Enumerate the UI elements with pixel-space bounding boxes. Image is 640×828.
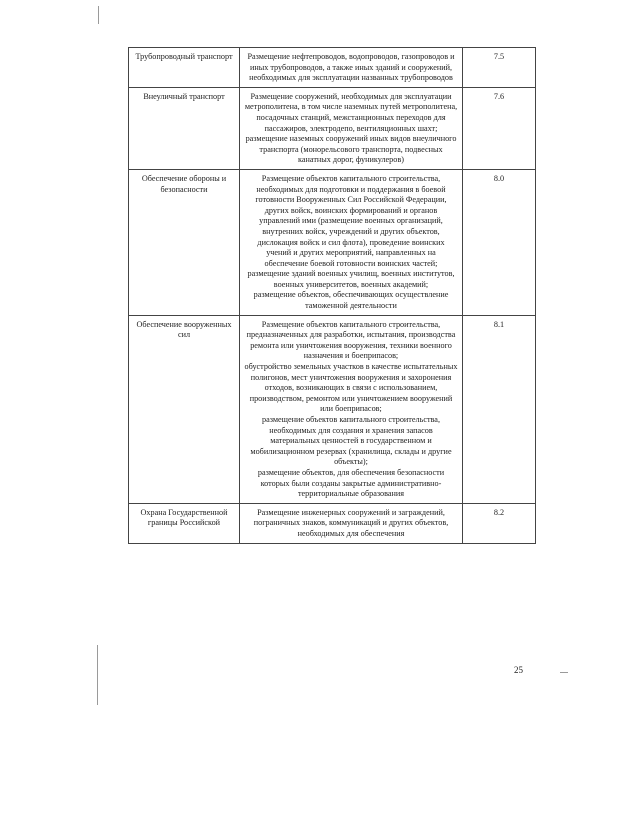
- description-paragraph: обустройство земельных участков в качестве испытательных полигонов, мест уничтожения вооружения и захоронения отходов, возникающих в связи с использованием, производством, ремонтом или уничтожением вооружений или боеприпасов;: [244, 362, 458, 414]
- scan-edge-mark-right: [560, 672, 568, 673]
- use-type-name: Обеспечение вооруженных сил: [129, 315, 240, 503]
- description-paragraph: Размещение нефтепроводов, водопроводов, газопроводов и иных трубопроводов, а также иных зданий и сооружений, необходимых для эксплуатации названных трубопроводов: [247, 52, 455, 83]
- description-paragraph: Размещение объектов капитального строительства, предназначенных для разработки, испытания, производства ремонта или уничтожения вооружения, техники военного назначения и боеприпасов;: [246, 319, 456, 361]
- use-type-description: [240, 503, 463, 543]
- description-paragraph: Размещение инженерных сооружений и заграждений, пограничных знаков, коммуникаций и других объектов, необходимых для обеспечения: [253, 507, 449, 538]
- description-paragraph: размещение зданий военных училищ, военных институтов, военных университетов, военных академий;: [247, 269, 455, 289]
- use-type-name: Внеуличный транспорт: [129, 87, 240, 169]
- table-row: [129, 48, 536, 88]
- use-type-code: 8.1: [463, 315, 536, 503]
- scan-edge-mark-top: [98, 6, 99, 24]
- use-type-name: Обеспечение обороны и безопасности: [129, 169, 240, 315]
- description-paragraph: Размещение объектов капитального строительства, необходимых для подготовки и поддержания в боевой готовности Вооруженных Сил Российской Федерации, других войск, воинских формирований и органов управлений ими (размещение военных организаций, внутренних войск, учреждений и других объектов, дислокация войск и сил флота), проведение воинских учений и других мероприятий, направленных на обеспечение боевой готовности воинских частей;: [255, 173, 447, 268]
- use-type-description: [240, 87, 463, 169]
- use-type-description: [240, 169, 463, 315]
- table-row: [129, 169, 536, 315]
- scan-edge-mark-bottom: [97, 645, 98, 705]
- description-paragraph: размещение объектов, для обеспечения безопасности которых были созданы закрытые административно-территориальные образования: [257, 467, 445, 499]
- page-number: 25: [514, 665, 523, 675]
- use-type-code: 7.6: [463, 87, 536, 169]
- table-row: [129, 315, 536, 503]
- land-use-table: [128, 47, 536, 544]
- description-paragraph: размещение объектов, обеспечивающих осуществление таможенной деятельности: [253, 290, 449, 311]
- use-type-description: [240, 48, 463, 88]
- use-type-description: [240, 315, 463, 503]
- table-row: [129, 503, 536, 543]
- use-type-name: Охрана Государственной границы Российской: [129, 503, 240, 543]
- description-paragraph: размещение объектов капитального строительства, необходимых для создания и хранения запасов материальных ценностей в государственном и мобилизационном резервах (хранилища, склады и другие объекты);: [250, 415, 452, 467]
- table-row: [129, 87, 536, 169]
- use-type-code: 8.2: [463, 503, 536, 543]
- description-paragraph: Размещение сооружений, необходимых для эксплуатации метрополитена, в том числе наземных путей метрополитена, посадочных станций, межстанционных переходов для пассажиров, электродепо, вентиляционных шахт; размещение наземных сооружений иных видов внеуличного транспорта (монорельсового транспорта, подвесных канатных дорог, фуникулеров): [244, 91, 458, 165]
- use-type-code: 7.5: [463, 48, 536, 88]
- use-type-code: 8.0: [463, 169, 536, 315]
- use-type-name: Трубопроводный транспорт: [129, 48, 240, 88]
